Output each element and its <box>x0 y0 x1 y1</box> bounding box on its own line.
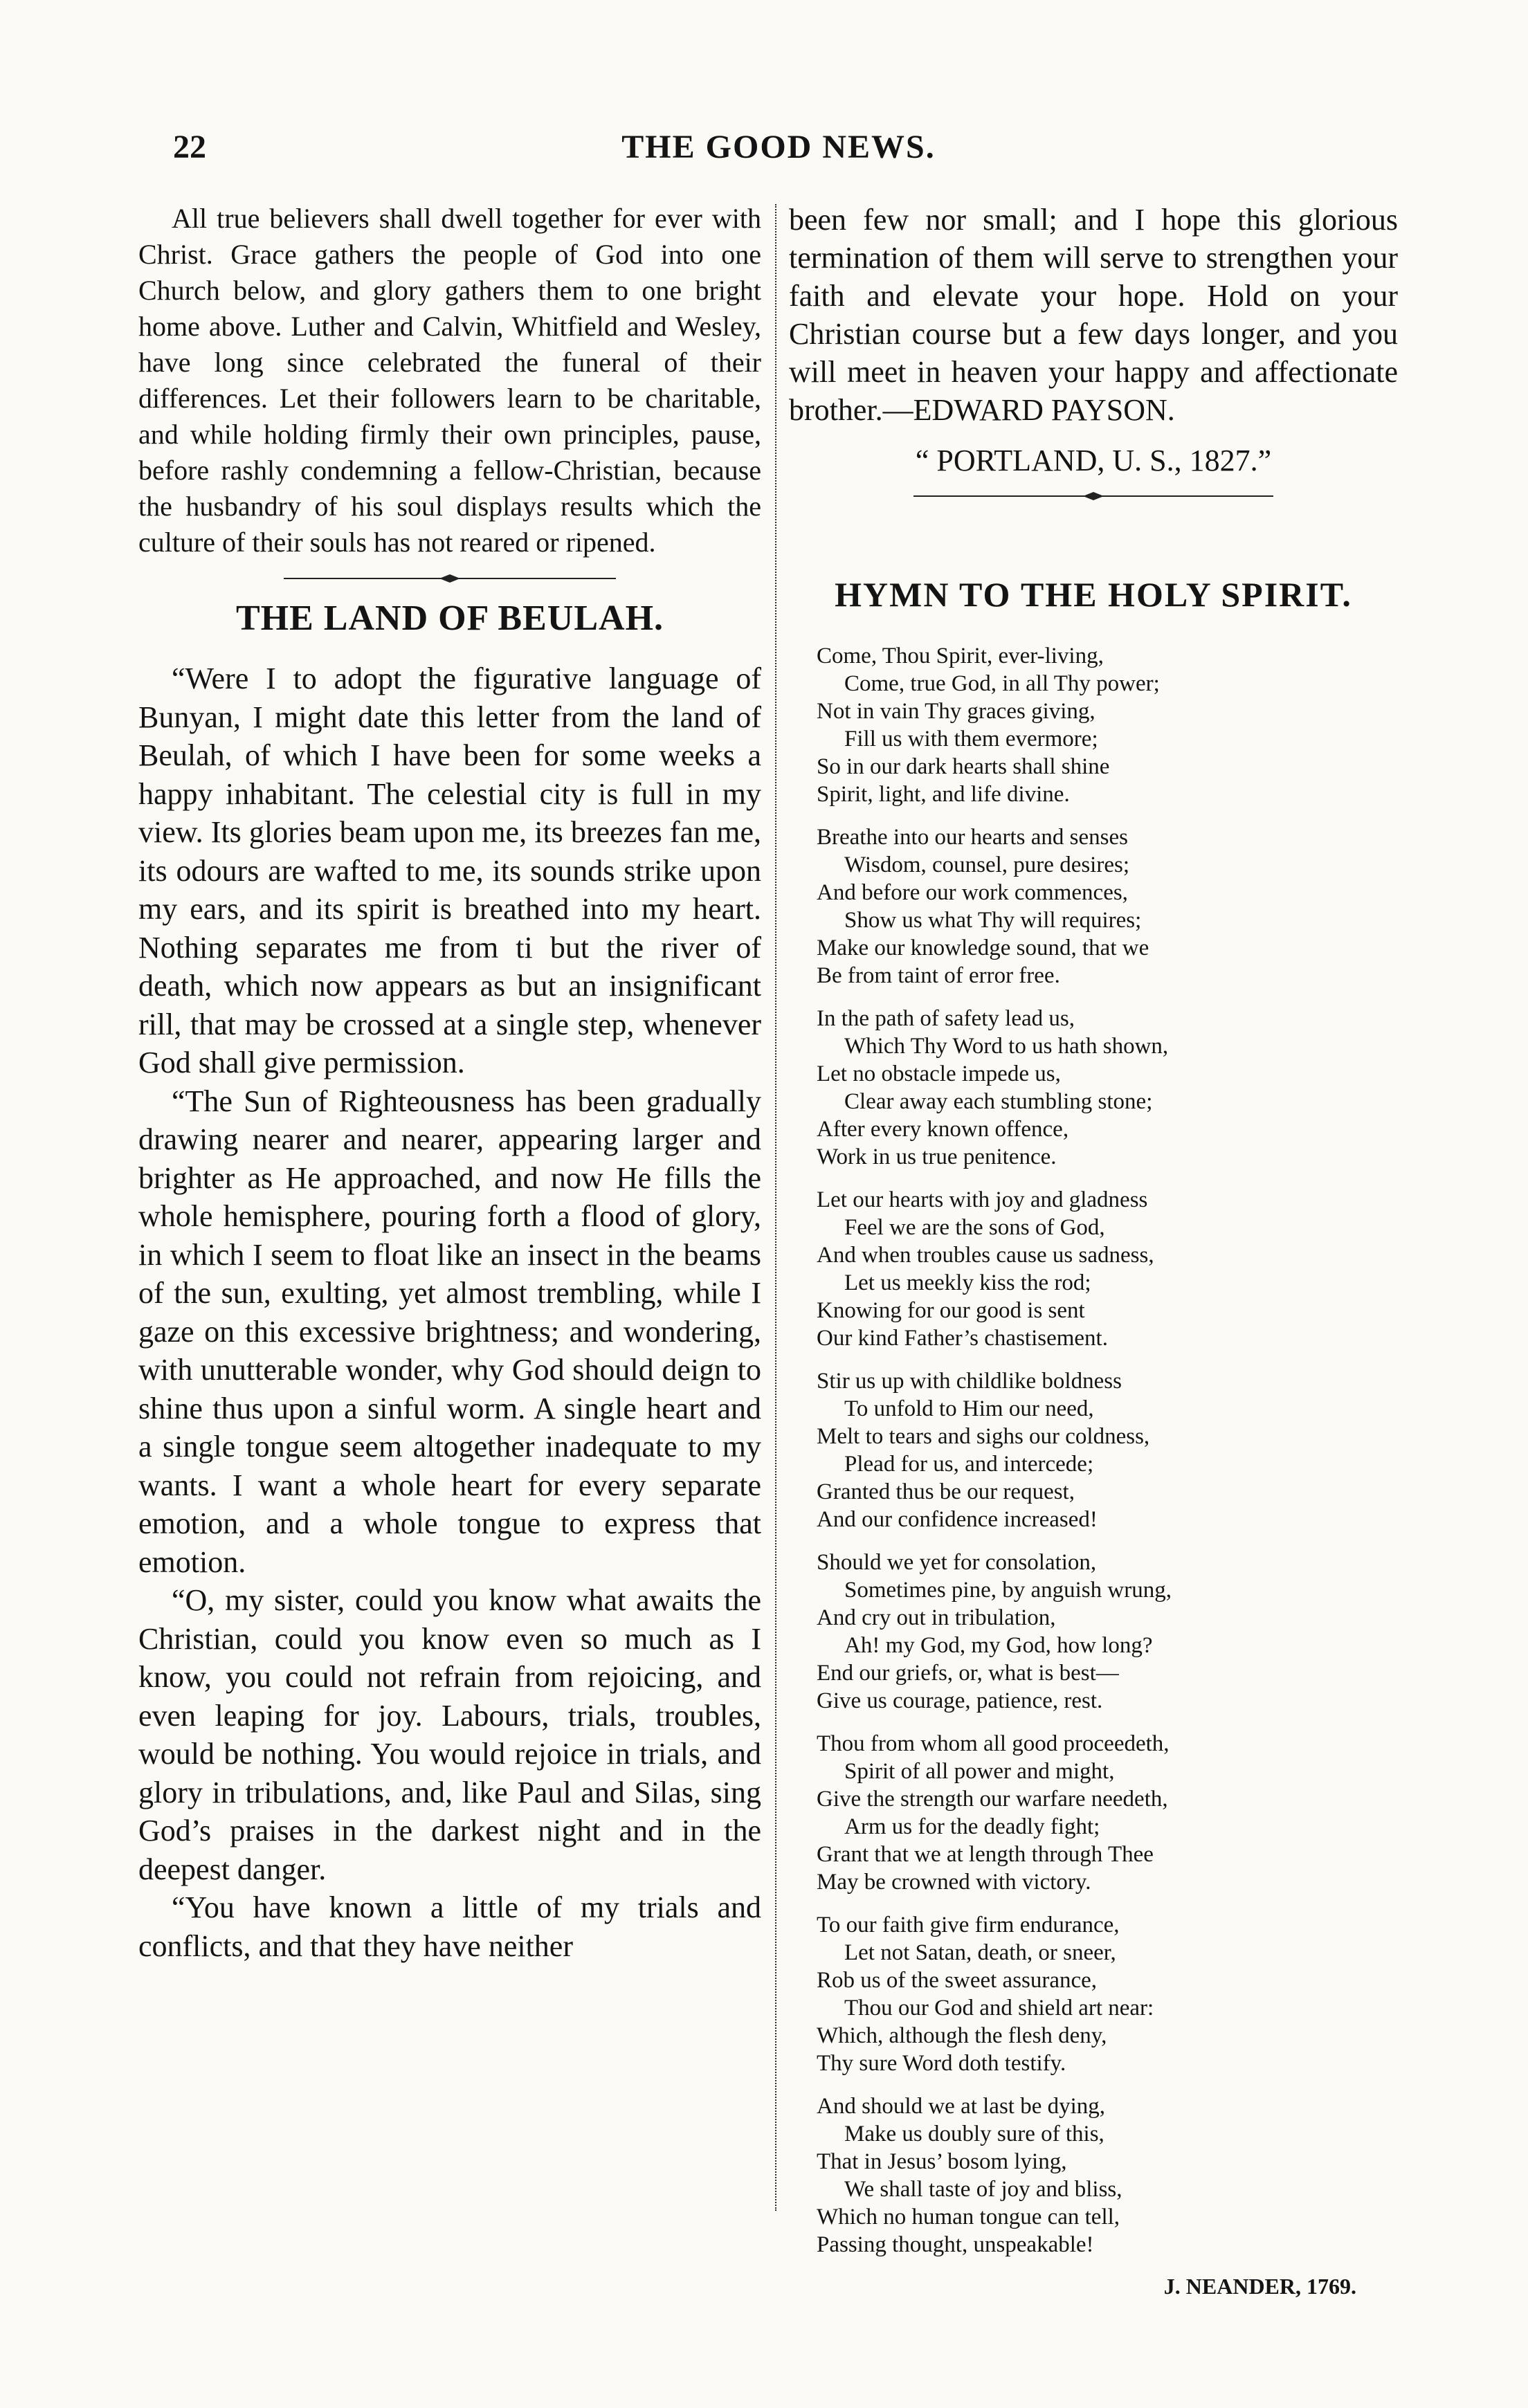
hymn-line: Not in vain Thy graces giving, <box>817 699 1095 724</box>
hymn-line: Be from taint of error free. <box>817 963 1060 988</box>
hymn-stanza <box>817 1005 1398 1171</box>
right-column-letter <box>789 201 1398 514</box>
hymn-line: Which Thy Word to us hath shown, <box>844 1034 1169 1059</box>
hymn-line: Spirit, light, and life divine. <box>817 782 1070 807</box>
hymn-line: After every known offence, <box>817 1117 1069 1142</box>
body-paragraph: “O, my sister, could you know what awaits the Christian, could you know even so much as I know, you could not refrain from rejoicing, and even leaping for joy. Labours, trials, troubles, would be nothing. You would rejoice in trials, and glory in tribulations, and, like Paul and Silas, sing God’s praises in the darkest night and in the deepest danger. <box>138 1583 761 1886</box>
section-separator <box>284 572 616 585</box>
hymn-line: Thou from whom all good proceedeth, <box>817 1731 1170 1756</box>
column-divider <box>775 204 776 2211</box>
hymn-stanza <box>817 1186 1398 1352</box>
hymn-line: Feel we are the sons of God, <box>844 1215 1105 1240</box>
hymn-line: Knowing for our good is sent <box>817 1298 1085 1323</box>
hymn-line: Let not Satan, death, or sneer, <box>844 1940 1116 1965</box>
hymn-line: Breathe into our hearts and senses <box>817 825 1128 850</box>
hymn-line: Make our knowledge sound, that we <box>817 936 1149 960</box>
hymn-title: HYMN TO THE HOLY SPIRIT. <box>835 575 1352 614</box>
hymn-line: Our kind Father’s chastisement. <box>817 1326 1108 1351</box>
hymn-line: Which no human tongue can tell, <box>817 2205 1120 2229</box>
hymn-line: Make us doubly sure of this, <box>844 2122 1104 2146</box>
hymn-line: Sometimes pine, by anguish wrung, <box>844 1578 1172 1603</box>
body-paragraph: “The Sun of Righteousness has been gradually drawing nearer and nearer, appearing larger and brighter as He approached, and now He fills the whole hemisphere, pouring forth a flood of glory, in which I seem to float like an insect in the beams of the sun, exulting, yet almost trembling, while I gaze on this excessive brightness; and wondering, with unutterable wonder, why God should deign to shine thus upon a sinful worm. A single heart and a single tongue seem altogether inadequate to my wants. I want a whole heart for every separate emotion, and a whole tongue to express that emotion. <box>138 1084 761 1579</box>
hymn-line: And cry out in tribulation, <box>817 1605 1056 1630</box>
hymn-stanza <box>817 1367 1398 1533</box>
article-title: THE LAND OF BEULAH. <box>235 599 664 638</box>
hymn-line: To our faith give firm endurance, <box>817 1913 1120 1937</box>
hymn-line: Let our hearts with joy and gladness <box>817 1187 1148 1212</box>
hymn-line: Which, although the flesh deny, <box>817 2023 1107 2048</box>
body-paragraph: “Were I to adopt the figurative language of Bunyan, I might date this letter from the land of Beulah, of which I have been for some weeks a happy inhabitant. The celestial city is full in my view. Its glories beam upon me, its breezes fan me, its odours are wafted to me, its sounds strike upon my ears, and its spirit is breathed into my heart. Nothing separates me from ti but the river of death, which now appears as but an insignificant rill, that may be crossed at a single step, whenever God shall give permission. <box>138 662 761 1079</box>
hymn-line: Plead for us, and intercede; <box>844 1452 1094 1477</box>
hymn-line: Spirit of all power and might, <box>844 1759 1115 1784</box>
hymn-line: Come, Thou Spirit, ever-living, <box>817 644 1104 668</box>
page-number: 22 <box>173 129 206 165</box>
hymn-line: Show us what Thy will requires; <box>844 908 1142 933</box>
hymn-line: Wisdom, counsel, pure desires; <box>844 852 1130 877</box>
hymn-line: And when troubles cause us sadness, <box>817 1243 1154 1268</box>
hymn-stanza <box>817 1549 1398 1715</box>
hymn-stanza <box>817 823 1398 989</box>
hymn-line: Let us meekly kiss the rod; <box>844 1270 1091 1295</box>
hymn-line: Work in us true penitence. <box>817 1144 1057 1169</box>
hymn-stanza <box>817 1730 1398 1896</box>
hymn-line: And should we at last be dying, <box>817 2094 1106 2119</box>
hymn-line: Give us courage, patience, rest. <box>817 1688 1103 1713</box>
page-header <box>173 128 1384 176</box>
letter-dateline: “ PORTLAND, U. S., 1827.” <box>915 444 1272 477</box>
letter-signature: EDWARD PAYSON. <box>913 393 1175 427</box>
hymn-line: Ah! my God, my God, how long? <box>844 1633 1153 1658</box>
intro-paragraph: All true believers shall dwell together for ever with Christ. Grace gathers the people of God into one Church below, and glory gathers them to one bright home above. Luther and Calvin, Whitfield and Wesley, have long since celebrated the funeral of their differences. Let their followers learn to be charitable, and while holding firmly their own principles, pause, before rashly condemning a fellow-Christian, because the husbandry of his soul displays results which the culture of their souls has not reared or ripened. <box>138 203 761 558</box>
left-column <box>138 201 761 1965</box>
hymn-line: We shall taste of joy and bliss, <box>844 2177 1122 2202</box>
hymn-line: Rob us of the sweet assurance, <box>817 1968 1098 1993</box>
hymn-line: So in our dark hearts shall shine <box>817 754 1110 779</box>
letter-continuation: been few nor small; and I hope this glorious termination of them will serve to strengthen your faith and elevate your hope. Hold on your Christian course but a few days longer, and you will meet in heaven your happy and affectionate brother.—EDWARD PAYSON. <box>789 203 1398 427</box>
hymn-line: Should we yet for consolation, <box>817 1550 1097 1575</box>
hymn-line: Fill us with them evermore; <box>844 727 1098 751</box>
hymn-stanza <box>817 1911 1398 2077</box>
hymn-line: And before our work commences, <box>817 880 1128 905</box>
hymn-line: Clear away each stumbling stone; <box>844 1089 1153 1114</box>
hymn-line: Come, true God, in all Thy power; <box>844 671 1160 696</box>
hymn-line: Thy sure Word doth testify. <box>817 2051 1066 2076</box>
hymn-line: Grant that we at length through Thee <box>817 1842 1154 1867</box>
hymn-line: Granted thus be our request, <box>817 1479 1075 1504</box>
right-column-hymn <box>789 574 1398 2299</box>
hymn-line: Thou our God and shield art near: <box>844 1996 1154 2021</box>
hymn-line: Give the strength our warfare needeth, <box>817 1787 1168 1812</box>
hymn-line: Melt to tears and sighs our coldness, <box>817 1424 1150 1449</box>
body-paragraph: “You have known a little of my trials and conflicts, and that they have neither <box>138 1890 761 1963</box>
hymn-line: In the path of safety lead us, <box>817 1006 1075 1031</box>
hymn-line: Stir us up with childlike boldness <box>817 1369 1122 1394</box>
hymn-line: Arm us for the deadly fight; <box>844 1814 1100 1839</box>
hymn-line: Let no obstacle impede us, <box>817 1061 1061 1086</box>
hymn-stanza <box>817 642 1398 808</box>
hymn-attribution: J. NEANDER, 1769. <box>1163 2274 1356 2299</box>
hymn-line: Passing thought, unspeakable! <box>817 2232 1094 2257</box>
hymn-line: And our confidence increased! <box>817 1507 1098 1532</box>
hymn-line: May be crowned with victory. <box>817 1870 1091 1895</box>
hymn-line: That in Jesus’ bosom lying, <box>817 2149 1067 2174</box>
running-title: THE GOOD NEWS. <box>621 129 936 165</box>
hymn-line: To unfold to Him our need, <box>844 1396 1094 1421</box>
hymn-line: End our griefs, or, what is best— <box>817 1661 1119 1686</box>
section-separator <box>913 489 1273 503</box>
hymn-stanza <box>817 2092 1398 2259</box>
